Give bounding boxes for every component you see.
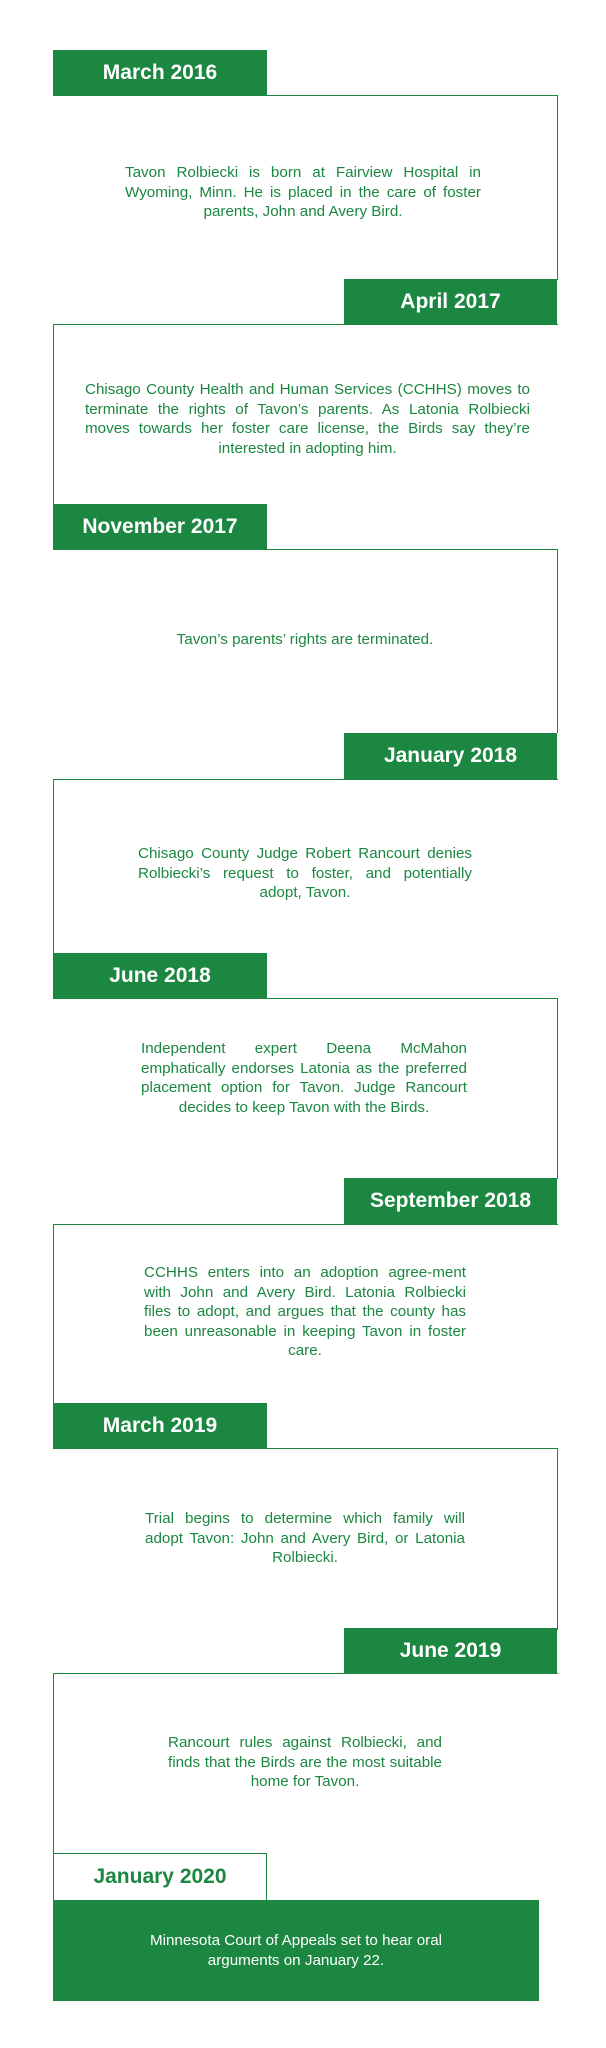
event-text: Tavon Rolbiecki is born at Fairview Hospital in Wyoming, Minn. He is placed in the care of foster parents, John and Avery Bird.: [125, 164, 481, 220]
date-badge: March 2016: [53, 50, 267, 96]
date-badge: June 2018: [53, 953, 267, 999]
date-badge: March 2019: [53, 1403, 267, 1449]
final-event-text: Minnesota Court of Appeals set to hear oral arguments on January 22.: [149, 1932, 443, 1969]
final-date-badge: January 2020: [53, 1853, 267, 1900]
date-badge: June 2019: [344, 1628, 557, 1674]
event-text: Rancourt rules against Rolbiecki, and finds that the Birds are the most suitable home for Tavon.: [168, 1734, 442, 1790]
event-text: Trial begins to determine which family will adopt Tavon: John and Avery Bird, or Latonia Rolbiecki.: [145, 1510, 465, 1566]
event-text: CCHHS enters into an adoption agree-ment with John and Avery Bird. Latonia Rolbiecki files to adopt, and argues that the county has been unreasonable in keeping Tavon in foster care.: [144, 1264, 466, 1359]
date-badge: November 2017: [53, 504, 267, 550]
event-text: Independent expert Deena McMahon emphatically endorses Latonia as the preferred placement option for Tavon. Judge Rancourt decides to keep Tavon with the Birds.: [141, 1040, 467, 1116]
event-text: Tavon’s parents’ rights are terminated.: [176, 631, 434, 648]
event-text: Chisago County Health and Human Services (CCHHS) moves to terminate the rights of Tavon’s parents. As Latonia Rolbiecki moves towards her foster care license, the Birds say they’re interested in adopting him.: [85, 381, 530, 457]
final-event-box: [53, 1900, 539, 2001]
date-badge: September 2018: [344, 1178, 557, 1224]
event-text: Chisago County Judge Robert Rancourt denies Rolbiecki’s request to foster, and potentially adopt, Tavon.: [138, 845, 472, 901]
date-badge: January 2018: [344, 733, 557, 779]
date-badge: April 2017: [344, 279, 557, 325]
